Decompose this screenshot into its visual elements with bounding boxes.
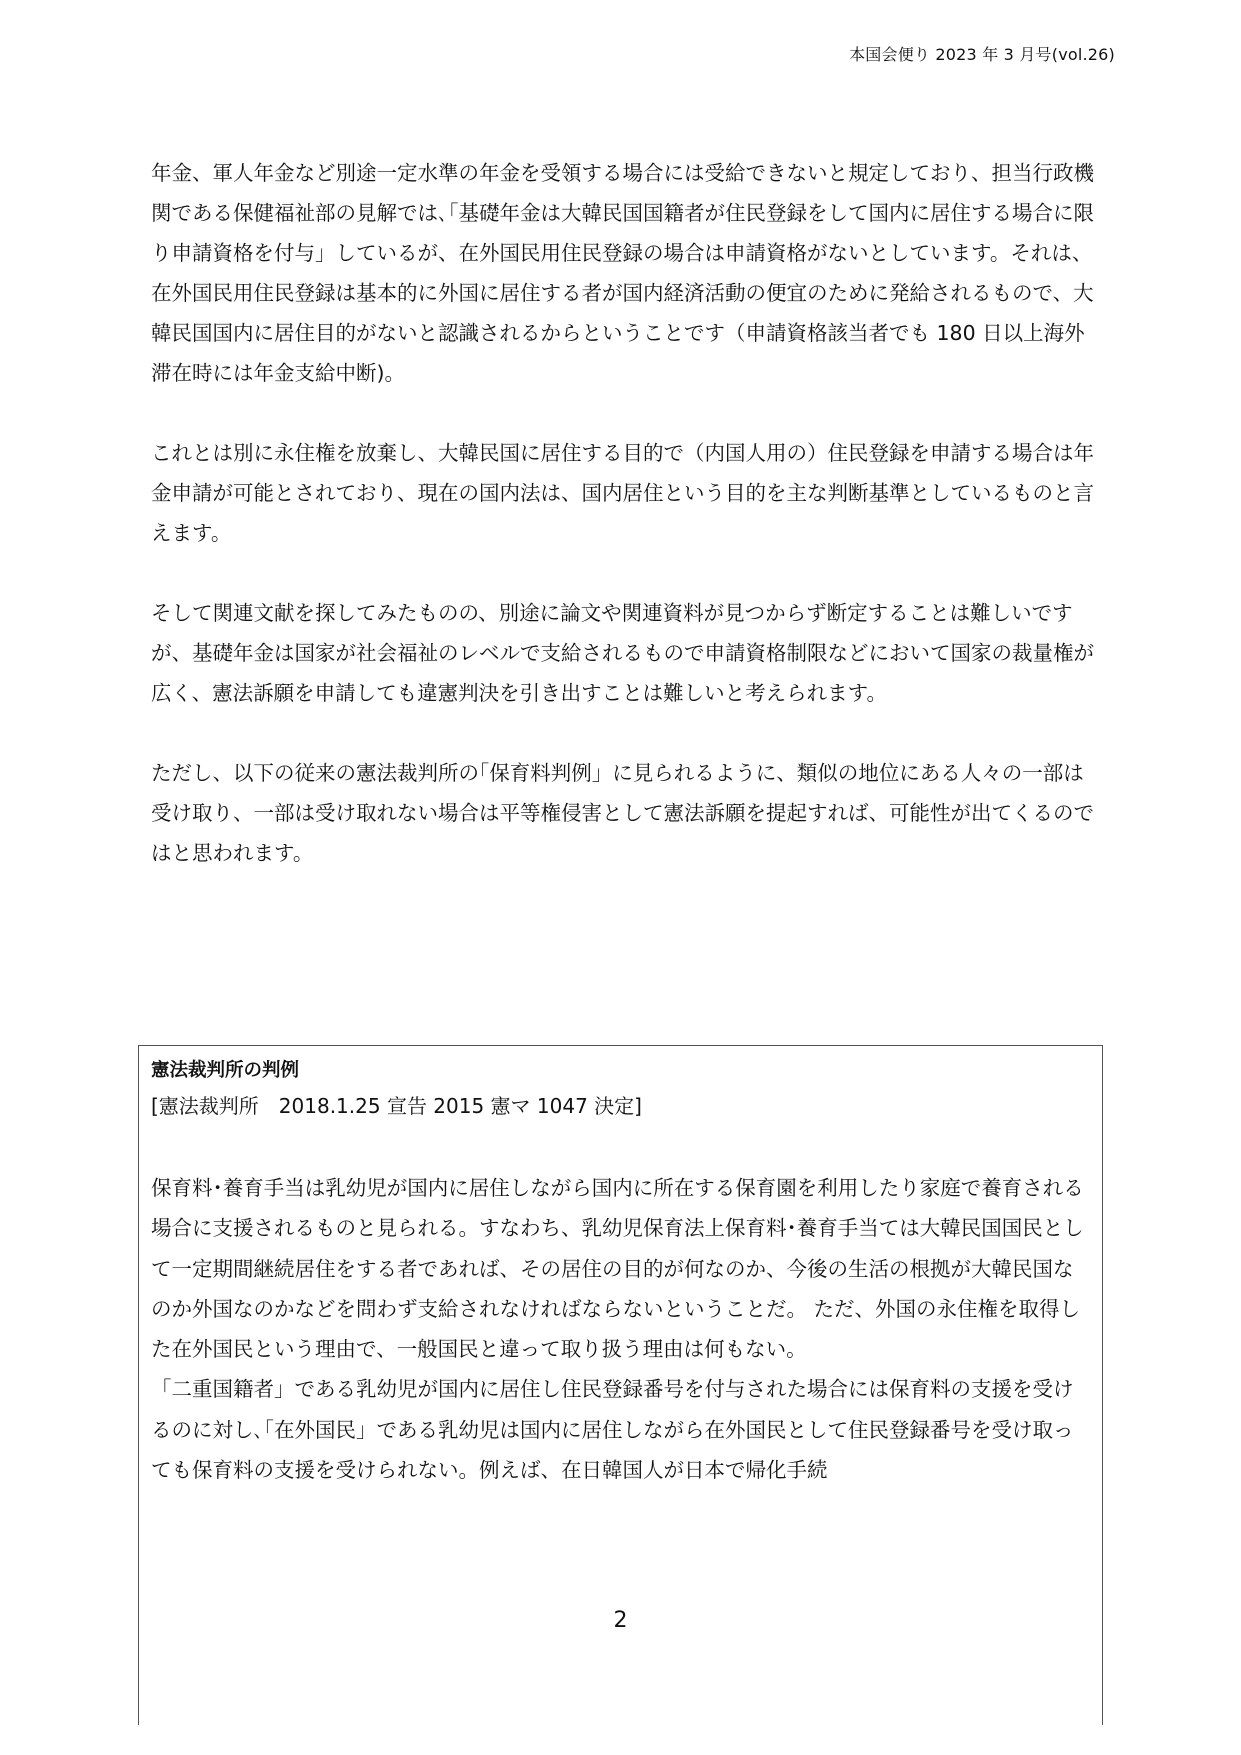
paragraph-2: これとは別に永住権を放棄し、大韓民国に居住する目的で（内国人用の）住民登録を申請する場合は年金申請が可能とされており、現在の国内法は、国内居住という目的を主な判断基準としているものと言えます。	[151, 441, 1094, 545]
page-number: 2	[613, 1608, 628, 1633]
paragraph-3: そして関連文献を探してみたものの、別途に論文や関連資料が見つからず断定することは難しいですが、基礎年金は国家が社会福祉のレベルで支給されるもので申請資格制限などにおいて国家の裁量権が広く、憲法訴願を申請しても違憲判決を引き出すことは難しいと考えられます。	[151, 601, 1094, 705]
case-reference: [憲法裁判所 2018.1.25 宣告 2015 憲マ 1047 決定]	[151, 1094, 642, 1118]
paragraph-gap	[151, 713, 1099, 753]
paragraph-1: 年金、軍人年金など別途一定水準の年金を受領する場合には受給できないと規定しており、担当行政機関である保健福祉部の見解では､｢基礎年金は大韓民国国籍者が住民登録をして国内に居住する場合に限り申請資格を付与」しているが、在外国民用住民登録の場合は申請資格がないとしています。それは、在外国民用住民登録は基本的に外国に居住する者が国内経済活動の便宜のために発給されるもので、大韓民国国内に居住目的がないと認識されるからということです（申請資格該当者でも 180 日以上海外滞在時には年金支給中断)。	[151, 161, 1094, 385]
paragraph-4: ただし、以下の従来の憲法裁判所の｢保育料判例」に見られるように、類似の地位にある人々の一部は受け取り、一部は受け取れない場合は平等権侵害として憲法訴願を提起すれば、可能性が出てくるのではと思われます。	[151, 761, 1094, 865]
case-body-1: 保育料･養育手当は乳幼児が国内に居住しながら国内に所在する保育園を利用したり家庭で養育される場合に支援されるものと見られる。すなわち、乳幼児保育法上保育料･養育手当ては大韓民国国民として一定期間継続居住をする者であれば、その居住の目的が何なのか、今後の生活の根拠が大韓民国なのか外国なのかなどを問わず支給されなければならないということだ。 ただ、外国の永住権を取得した在外国民という理由で、一般国民と違って取り扱う理由は何もない。	[151, 1176, 1084, 1362]
case-gap	[151, 1126, 1090, 1168]
paragraph-gap	[151, 393, 1099, 433]
case-body-2: 「二重国籍者」である乳幼児が国内に居住し住民登録番号を付与された場合には保育料の支援を受けるのに対し､｢在外国民」である乳幼児は国内に居住しながら在外国民として住民登録番号を受け取っても保育料の支援を受けられない。例えば、在日韓国人が日本で帰化手続	[151, 1377, 1074, 1483]
case-box-title: 憲法裁判所の判例	[151, 1060, 300, 1081]
main-content	[151, 153, 1099, 873]
issue-header: 本国会便り 2023 年 3 月号(vol.26)	[849, 45, 1115, 64]
paragraph-gap	[151, 553, 1099, 593]
